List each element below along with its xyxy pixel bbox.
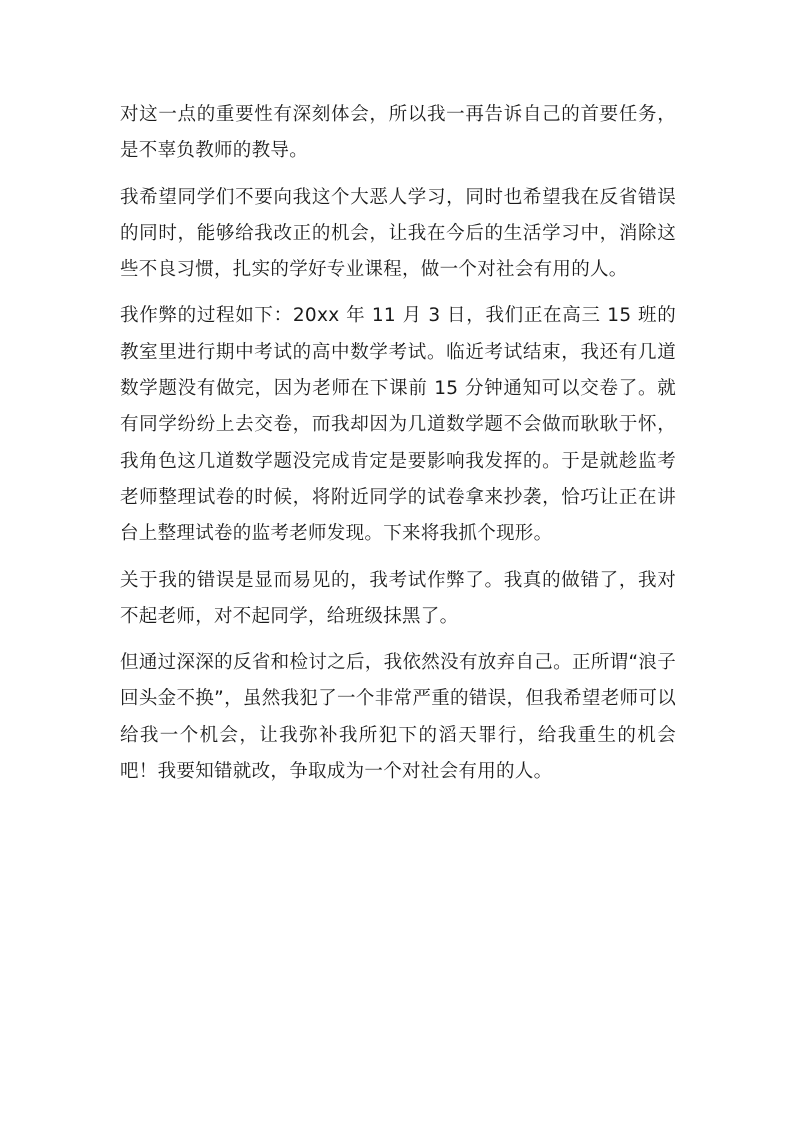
paragraph-4: 关于我的错误是显而易见的，我考试作弊了。我真的做错了，我对不起老师，对不起同学，给班级抹黑了。 (120, 569, 676, 627)
document-body (120, 97, 676, 800)
paragraph-5: 但通过深深的反省和检讨之后，我依然没有放弃自己。正所谓“浪子回头金不换”，虽然我犯了一个非常严重的错误，但我希望老师可以给我一个机会，让我弥补我所犯下的滔天罪行，给我重生的机会吧！我要知错就改，争取成为一个对社会有用的人。 (120, 652, 676, 783)
paragraph-1: 对这一点的重要性有深刻体会，所以我一再告诉自己的首要任务，是不辜负教师的教导。 (120, 104, 676, 162)
paragraph-3: 我作弊的过程如下：20xx 年 11 月 3 日，我们正在高三 15 班的教室里进行期中考试的高中数学考试。临近考试结束，我还有几道数学题没有做完，因为老师在下课前 15 分钟通知可以交卷了。就有同学纷纷上去交卷，而我却因为几道数学题不会做而耿耿于怀，我角色这几道数学题没完成肯定是要影响我发挥的。于是就趁监考老师整理试卷的时候，将附近同学的试卷拿来抄袭，恰巧让正在讲台上整理试卷的监考老师发现。下来将我抓个现形。 (120, 305, 676, 545)
paragraph-2: 我希望同学们不要向我这个大恶人学习，同时也希望我在反省错误的同时，能够给我改正的机会，让我在今后的生活学习中，消除这些不良习惯，扎实的学好专业课程，做一个对社会有用的人。 (120, 186, 676, 281)
